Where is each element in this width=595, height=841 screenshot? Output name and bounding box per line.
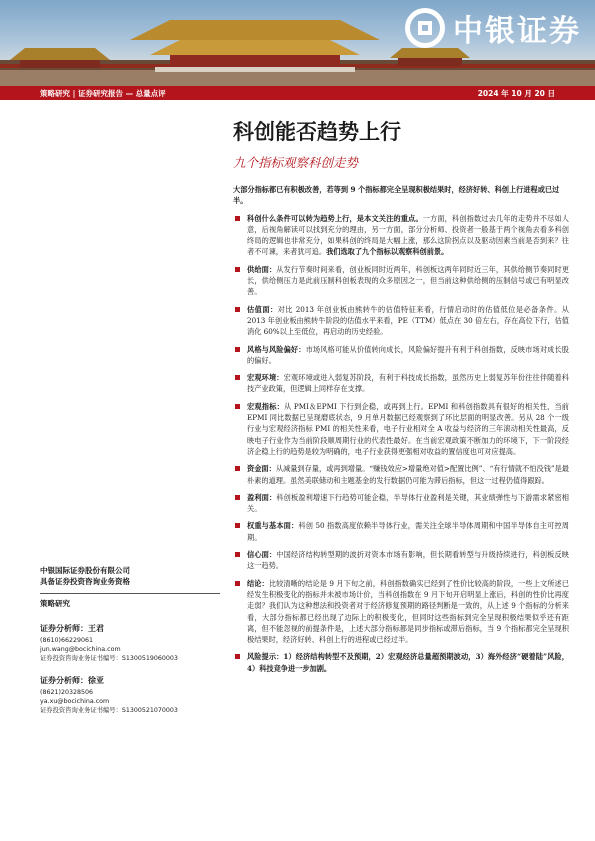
- page-title: 科创能否趋势上行: [233, 120, 401, 144]
- bullet-item: [233, 401, 569, 457]
- analyst-name: 证券分析师：王君: [40, 624, 104, 633]
- analyst-name: 证券分析师：徐亚: [40, 676, 104, 685]
- logo: [405, 6, 581, 50]
- bullet-heading: 信心面：: [247, 550, 277, 560]
- bullet-heading: 科创什么条件可以转为趋势上行，是本文关注的重点。: [247, 213, 423, 223]
- bullet-item: [233, 264, 569, 298]
- bullet-body: 比较清晰的结论是 9 月下旬之前，科创指数确实已经到了性价比较高的阶段，一些上文所述已经发生积极变化的指标并未被市场计价，当科创指数在 9 月下旬开启明显上涨后，科创的性价比再度走弱？我们认为这种想法和投资者对于经济修复预期的路径判断是一致的，从上述 9 个指标的分析来看，大部分指标都已经出现了边际上的积极变化，但同时这些指标到完全呈现积极结果似乎还有距离，但不能忽视的前提条件是，上述大部分指标都是同步指标或滞后指标，当 9 个指标都完全呈现积极结果时，经济好转、科创上行的进程或已经过半。: [247, 578, 569, 645]
- bullet-heading: 风险提示：: [247, 652, 284, 662]
- report-category: 策略研究 | 证券研究报告 — 总量点评: [40, 89, 166, 98]
- bullet-body: 市场风格可能从价值转向成长，风险偏好提升有利于科创指数，反映市场对成长股的偏好。: [247, 344, 569, 365]
- analyst-block: [40, 623, 220, 663]
- bullet-item: [233, 304, 569, 338]
- analyst-cert: 证券投资咨询业务证书编号：S1300519060003: [40, 655, 178, 662]
- logo-text: 中银证券: [453, 14, 581, 49]
- bullet-body: 从发行节奏时间来看，创业板同时近两年，科创板这两年同时近三年，其供给侧节奏同时更长，供给侧压力是此前压制科创板表现的众多原因之一，但当前这种供给侧的压制信号或已有明显改善。: [247, 264, 569, 297]
- bullet-body: 科创 50 指数高度依赖半导体行业，需关注全球半导体周期和中国半导体自主可控周期。: [247, 521, 569, 542]
- company-license: 具备证券投资咨询业务资格: [40, 577, 130, 586]
- sidebar-section: 策略研究: [40, 599, 70, 608]
- bullet-body: 从减量到存量，或再到增量。“赚钱效应>增量绝对值>配置比例”、“有行情就不怕没钱”是最朴素的道理。虽然美联储动和主题基金的发行数据仍可能为滞后指标，但这一过程仍值得跟踪。: [247, 464, 569, 485]
- page-subtitle: 九个指标观察科创走势: [233, 155, 359, 170]
- bullet-item: [233, 463, 569, 486]
- bullet-item: [233, 492, 569, 515]
- bullet-heading: 权重与基本面：: [247, 521, 299, 531]
- bullet-square-icon: [235, 581, 240, 586]
- header-banner: [0, 0, 595, 86]
- bullet-item: [233, 651, 569, 674]
- bullet-square-icon: [235, 307, 240, 312]
- bank-of-china-logo-icon: [405, 8, 445, 48]
- bullet-item: [233, 520, 569, 543]
- analyst-phone: (8610)66229061: [40, 637, 93, 644]
- company-name: 中银国际证券股份有限公司: [40, 566, 130, 575]
- bullet-body: 一方面，科创指数过去几年的走势并不尽如人意，后视角解读可以找到充分的理由，另一方面，部分分析师、投资者一般基于两个视角去看多科创终局的逻辑也非常充分，如果科创的终局是大幅上涨，那么这阶拐点以及驱动因素当前是否到来？往者不可谏，来者犹可追。: [247, 213, 569, 257]
- bullet-list: [233, 213, 569, 674]
- bullet-square-icon: [235, 523, 240, 528]
- report-date: 2024 年 10 月 20 日: [477, 89, 555, 98]
- lead-summary: 大部分指标都已有积极改善，若等到 9 个指标都完全呈现积极结果时，经济好转、科创上行进程或已过半。: [233, 185, 560, 206]
- bullet-heading: 供给面：: [247, 264, 277, 274]
- bullet-heading: 资金面：: [247, 464, 276, 474]
- bullet-conclusion: 我们选取了九个指标以观察科创前景。: [326, 247, 449, 257]
- bullet-heading: 盈利面：: [247, 492, 277, 502]
- bullet-heading: 估值面：: [247, 304, 278, 314]
- bullet-heading: 宏观环境：: [247, 373, 284, 383]
- bullet-heading: 风格与风险偏好：: [247, 344, 306, 354]
- bullet-body: 科创板盈利增速下行趋势可能企稳，半导体行业盈利是关键，其业绩弹性与下游需求紧密相关。: [247, 492, 569, 514]
- bullet-heading: 结论：: [247, 578, 269, 588]
- bullet-body: 从 PMI＆EPMI 下行到企稳，或再到上行。EPMI 和科创指数具有很好的相关性，当前 EPMI 同比数据已呈现磨底状态，9 月单月数据已经观察到了环比层面的明显改善。另从 28 个一级行业与宏观经济指标 PMI 的相关性来看，电子行业相对全 A 收益与经济的三年滚动相关性最高，反映电子行业作为当前阶段顺周期行业的代表性最好。在当前宏观政策不断加力的环境下，下一阶段经济企稳上行的趋势是较为明确的，电子行业获得更强相对收益的置信度也可对应提高。: [247, 401, 569, 456]
- bullet-square-icon: [235, 495, 240, 500]
- sidebar: [40, 565, 220, 715]
- bullet-square-icon: [235, 375, 240, 380]
- bullet-item: [233, 372, 569, 395]
- bullet-item: [233, 213, 569, 258]
- bullet-square-icon: [235, 267, 240, 272]
- analyst-email[interactable]: jun.wang@bocichina.com: [40, 646, 121, 653]
- bullet-body: 中国经济结构转型期的波折对资本市场有影响，但长期看转型与升级持续进行，科创板反映这一趋势。: [247, 550, 569, 571]
- analyst-email[interactable]: ya.xu@bocichina.com: [40, 698, 110, 705]
- divider: [40, 593, 220, 594]
- bullet-square-icon: [235, 347, 240, 352]
- bullet-body: 宏观环境或进入弱复苏阶段，有利于科技成长指数，虽然历史上弱复苏年份往往伴随着科技产业政策，但逻辑上同样存在支撑。: [247, 373, 569, 394]
- bullet-square-icon: [235, 216, 240, 221]
- analyst-cert: 证券投资咨询业务证书编号：S1300521070003: [40, 707, 178, 714]
- analyst-block: [40, 675, 220, 715]
- bullet-body: 对比 2013 年创业板由熊转牛的估值特征来看，行情启动时的估值低位是必备条件。从 2013 年创业板由熊转牛阶段的估值水平来看，PE（TTM）低点在 30 倍左右，存在高位下行，估值消化 60%以上至低位，再启动的历史经验。: [247, 304, 569, 337]
- bullet-heading: 宏观指标：: [247, 401, 284, 411]
- bullet-square-icon: [235, 654, 240, 659]
- bullet-body: 1）经济结构转型不及预期，2）宏观经济总量超预期波动，3）海外经济“硬着陆”风险，4）科技竞争进一步加剧。: [247, 652, 569, 673]
- bullet-square-icon: [235, 404, 240, 409]
- analyst-phone: (8621)20328506: [40, 689, 93, 696]
- bullet-item: [233, 344, 569, 367]
- bullet-item: [233, 549, 569, 572]
- bullet-square-icon: [235, 552, 240, 557]
- bullet-square-icon: [235, 466, 240, 471]
- main-content: [233, 184, 569, 680]
- bullet-item: [233, 578, 569, 646]
